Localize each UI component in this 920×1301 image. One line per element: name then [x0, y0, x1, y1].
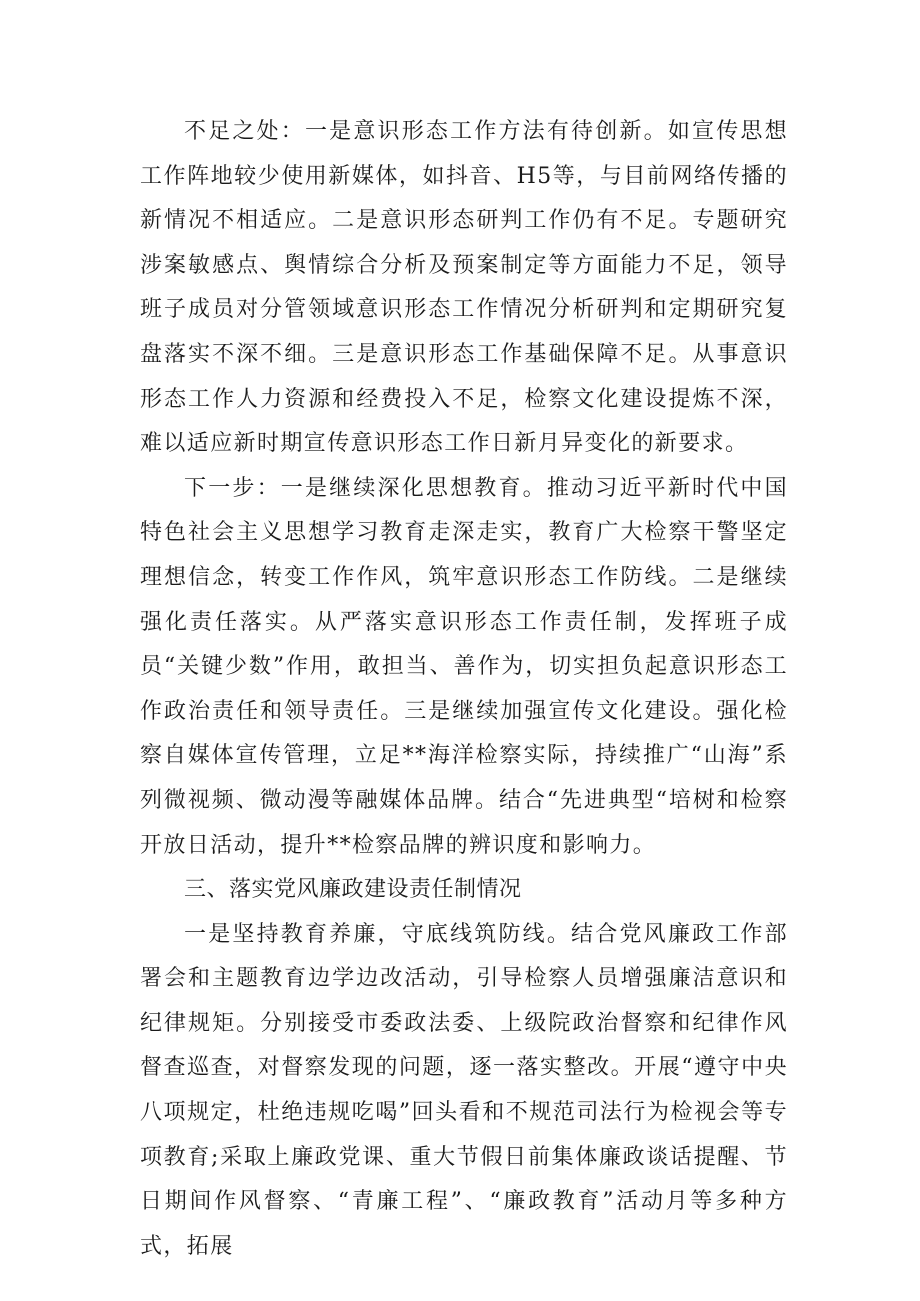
document-body — [140, 110, 788, 1269]
paragraph-integrity-education: 一是坚持教育养廉，守底线筑防线。结合党风廉政工作部署会和主题教育边学边改活动，引导检察人员增强廉洁意识和纪律规矩。分别接受市委政法委、上级院政治督察和纪律作风督查巡查，对督察发现的问题，逐一落实整改。开展“遵守中央八项规定，杜绝违规吃喝”回头看和不规范司法行为检视会等专项教育;采取上廉政党课、重大节假日前集体廉政谈话提醒、节日期间作风督察、“青廉工程”、“廉政教育”活动月等多种方式，拓展 — [140, 921, 788, 1259]
paragraph-shortcomings: 不足之处：一是意识形态工作方法有待创新。如宣传思想工作阵地较少使用新媒体，如抖音、H5等，与目前网络传播的新情况不相适应。二是意识形态研判工作仍有不足。专题研究涉案敏感点、舆情综合分析及预案制定等方面能力不足，领导班子成员对分管领域意识形态工作情况分析研判和定期研究复盘落实不深不细。三是意识形态工作基础保障不足。从事意识形态工作人力资源和经费投入不足，检察文化建设提炼不深，难以适应新时期宣传意识形态工作日新月异变化的新要求。 — [140, 119, 788, 457]
section-heading-3: 三、落实党风廉政建设责任制情况 — [184, 877, 522, 903]
paragraph-next-steps: 下一步：一是继续深化思想教育。推动习近平新时代中国特色社会主义思想学习教育走深走实，教育广大检察干警坚定理想信念，转变工作作风，筑牢意识形态工作防线。二是继续强化责任落实。从严落实意识形态工作责任制，发挥班子成员“关键少数”作用，敢担当、善作为，切实担负起意识形态工作政治责任和领导责任。三是继续加强宣传文化建设。强化检察自媒体宣传管理，立足**海洋检察实际，持续推广“山海”系列微视频、微动漫等融媒体品牌。结合“先进典型“培树和检察开放日活动，提升**检察品牌的辨识度和影响力。 — [140, 475, 788, 858]
